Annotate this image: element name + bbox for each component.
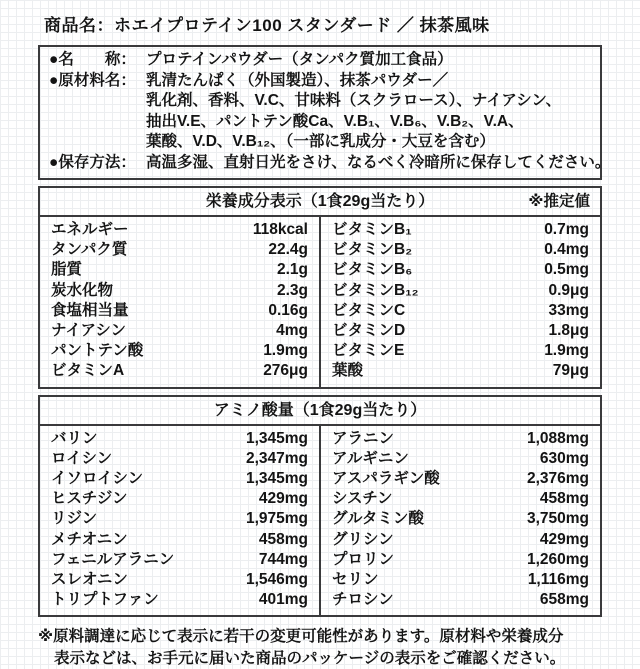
nutrient-label: ビタミンD bbox=[332, 322, 406, 340]
estimate-note: ※推定値 bbox=[528, 193, 590, 210]
amino-label: ヒスチジン bbox=[51, 490, 128, 508]
nutrient-value: 0.7mg bbox=[544, 221, 589, 238]
info-label: ●保存方法： bbox=[49, 153, 136, 171]
amino-label: ロイシン bbox=[51, 449, 113, 467]
amino-label: シスチン bbox=[332, 490, 393, 508]
amino-row bbox=[321, 509, 600, 529]
amino-row bbox=[40, 509, 319, 529]
nutrient-row bbox=[40, 281, 319, 301]
amino-value: 458mg bbox=[539, 490, 589, 508]
nutrient-value: 4mg bbox=[276, 322, 308, 340]
amino-left-column bbox=[40, 426, 319, 616]
amino-value: 1,345mg bbox=[245, 429, 308, 447]
amino-right-column bbox=[319, 426, 600, 616]
amino-value: 401mg bbox=[258, 591, 308, 609]
amino-value: 429mg bbox=[258, 490, 308, 508]
nutrition-left-column bbox=[40, 217, 319, 387]
nutrient-label: ビタミンB₁ bbox=[332, 221, 412, 238]
nutrient-row bbox=[321, 260, 600, 280]
info-label bbox=[49, 112, 146, 133]
amino-value: 458mg bbox=[258, 530, 308, 548]
nutrient-value: 0.4mg bbox=[544, 241, 589, 259]
product-title: 商品名：ホエイプロテイン100 スタンダード ／ 抹茶風味 bbox=[44, 16, 490, 35]
amino-table-body bbox=[40, 426, 600, 616]
nutrient-value: 2.3g bbox=[276, 281, 308, 299]
amino-label: グリシン bbox=[332, 530, 394, 548]
nutrient-row bbox=[321, 281, 600, 301]
amino-label: トリプトファン bbox=[51, 591, 159, 609]
nutrition-header-title: 栄養成分表示（1食29g当たり） bbox=[205, 193, 435, 210]
nutrition-table-body bbox=[40, 217, 600, 387]
amino-row bbox=[321, 469, 600, 489]
amino-row bbox=[321, 530, 600, 550]
nutrient-row bbox=[40, 321, 319, 341]
amino-row bbox=[40, 489, 319, 509]
info-text: プロテインパウダー（タンパク質加工食品） bbox=[146, 51, 453, 68]
amino-value: 1,088mg bbox=[526, 429, 589, 447]
nutrient-label: 脂質 bbox=[51, 261, 83, 279]
nutrition-table bbox=[38, 186, 602, 389]
amino-value: 1,116mg bbox=[527, 571, 589, 589]
info-text: 乳清たんぱく（外国製造）、抹茶パウダー／ bbox=[146, 71, 449, 89]
amino-value: 3,750mg bbox=[526, 510, 589, 528]
amino-table-header bbox=[40, 397, 600, 426]
nutrition-table-header bbox=[40, 188, 600, 217]
footnote-line-1: ※原料調達に応じて表示に若干の変更可能性があります。原材料や栄養成分 bbox=[38, 628, 564, 646]
nutrient-label: ビタミンA bbox=[51, 362, 125, 380]
amino-label: アルギニン bbox=[332, 449, 409, 467]
amino-label: プロリン bbox=[332, 550, 395, 568]
nutrient-row bbox=[321, 341, 600, 361]
nutrient-label: 炭水化物 bbox=[51, 281, 114, 299]
amino-acid-table bbox=[38, 395, 602, 618]
amino-value: 429mg bbox=[539, 530, 589, 548]
nutrient-row bbox=[321, 321, 600, 341]
nutrient-label: パントテン酸 bbox=[51, 342, 144, 360]
nutrient-row bbox=[40, 301, 319, 321]
amino-header-title: アミノ酸量（1食29g当たり） bbox=[213, 401, 427, 419]
nutrient-value: 33mg bbox=[548, 301, 589, 319]
nutrient-value: 1.9mg bbox=[544, 342, 589, 360]
amino-row bbox=[40, 550, 319, 570]
nutrition-right-column bbox=[319, 217, 600, 387]
amino-row bbox=[321, 570, 600, 590]
nutrient-row bbox=[321, 240, 600, 260]
nutrient-value: 0.5mg bbox=[544, 261, 589, 279]
nutrient-value: 276μg bbox=[263, 362, 308, 380]
amino-value: 744mg bbox=[258, 550, 308, 568]
nutrient-label: ナイアシン bbox=[51, 322, 126, 340]
nutrient-value: 2.1g bbox=[276, 261, 308, 279]
info-text: 高温多湿、直射日光をさけ、なるべく冷暗所に保存してください。 bbox=[146, 153, 611, 171]
amino-row bbox=[321, 590, 600, 610]
info-line-ingredients-cont bbox=[49, 132, 594, 153]
amino-label: イソロイシン bbox=[51, 470, 144, 488]
info-line-ingredients-cont bbox=[49, 91, 594, 112]
amino-label: グルタミン酸 bbox=[332, 510, 424, 528]
nutrient-label: タンパク質 bbox=[51, 241, 128, 259]
info-label: ●原材料名： bbox=[49, 71, 136, 89]
amino-value: 658mg bbox=[539, 591, 589, 609]
nutrient-label: 食塩相当量 bbox=[51, 301, 129, 319]
amino-label: リジン bbox=[51, 510, 98, 528]
nutrient-label: ビタミンC bbox=[332, 301, 406, 319]
nutrient-label: ビタミンB₁₂ bbox=[332, 281, 419, 299]
amino-value: 1,546mg bbox=[245, 571, 308, 589]
amino-row bbox=[40, 469, 319, 489]
nutrient-value: 22.4g bbox=[268, 241, 308, 259]
nutrient-value: 79μg bbox=[552, 362, 589, 380]
info-line-ingredients bbox=[49, 71, 594, 92]
info-line-name bbox=[49, 50, 594, 71]
nutrient-row bbox=[321, 220, 600, 240]
nutrient-row bbox=[321, 361, 600, 381]
nutrient-value: 1.8μg bbox=[548, 322, 589, 340]
nutrient-row bbox=[40, 341, 319, 361]
amino-row bbox=[40, 570, 319, 590]
nutrient-row bbox=[40, 361, 319, 381]
amino-value: 1,975mg bbox=[245, 510, 308, 528]
amino-label: メチオニン bbox=[51, 530, 128, 548]
nutrient-label: ビタミンE bbox=[332, 342, 405, 360]
info-label: ●名 称： bbox=[49, 51, 136, 68]
amino-row bbox=[321, 429, 600, 449]
nutrient-row bbox=[321, 301, 600, 321]
amino-value: 1,345mg bbox=[245, 470, 308, 488]
info-text: 抽出V.E、パントテン酸Ca、V.B₁、V.B₆、V.B₂、V.A、 bbox=[146, 112, 524, 130]
info-text: 葉酸、V.D、V.B₁₂、（一部に乳成分・大豆を含む） bbox=[146, 133, 495, 150]
info-line-ingredients-cont bbox=[49, 112, 594, 133]
amino-row bbox=[40, 530, 319, 550]
nutrient-row bbox=[40, 220, 319, 240]
amino-label: セリン bbox=[332, 571, 379, 589]
amino-row bbox=[321, 449, 600, 469]
info-label bbox=[49, 132, 146, 153]
info-line-storage bbox=[49, 153, 611, 174]
footnote-line-2: 表示などは、お手元に届いた商品のパッケージの表示をご確認ください。 bbox=[54, 649, 566, 667]
amino-row bbox=[40, 449, 319, 469]
amino-row bbox=[40, 590, 319, 610]
amino-value: 630mg bbox=[539, 449, 589, 467]
nutrient-row bbox=[40, 240, 319, 260]
amino-row bbox=[40, 429, 319, 449]
amino-value: 2,376mg bbox=[526, 470, 589, 488]
nutrient-label: ビタミンB₂ bbox=[332, 241, 413, 259]
nutrient-value: 0.16g bbox=[268, 301, 308, 319]
nutrient-label: 葉酸 bbox=[332, 362, 364, 380]
amino-label: バリン bbox=[51, 429, 98, 447]
nutrient-row bbox=[40, 260, 319, 280]
amino-label: チロシン bbox=[332, 591, 394, 609]
amino-label: アスパラギン酸 bbox=[332, 470, 440, 488]
amino-label: スレオニン bbox=[51, 571, 128, 589]
footnote bbox=[38, 626, 602, 669]
product-info-box bbox=[38, 45, 611, 180]
info-text: 乳化剤、香料、V.C、甘味料（スクラロース）、ナイアシン、 bbox=[146, 92, 562, 109]
nutrient-label: エネルギー bbox=[51, 221, 129, 238]
amino-row bbox=[321, 489, 600, 509]
amino-value: 2,347mg bbox=[245, 449, 308, 467]
info-label bbox=[49, 91, 146, 112]
amino-label: アラニン bbox=[332, 429, 395, 447]
amino-value: 1,260mg bbox=[526, 550, 589, 568]
nutrient-value: 1.9mg bbox=[263, 342, 308, 360]
amino-label: フェニルアラニン bbox=[51, 550, 175, 568]
amino-row bbox=[321, 550, 600, 570]
nutrient-value: 118kcal bbox=[252, 221, 308, 238]
nutrient-value: 0.9μg bbox=[548, 281, 589, 299]
nutrient-label: ビタミンB₆ bbox=[332, 261, 413, 279]
